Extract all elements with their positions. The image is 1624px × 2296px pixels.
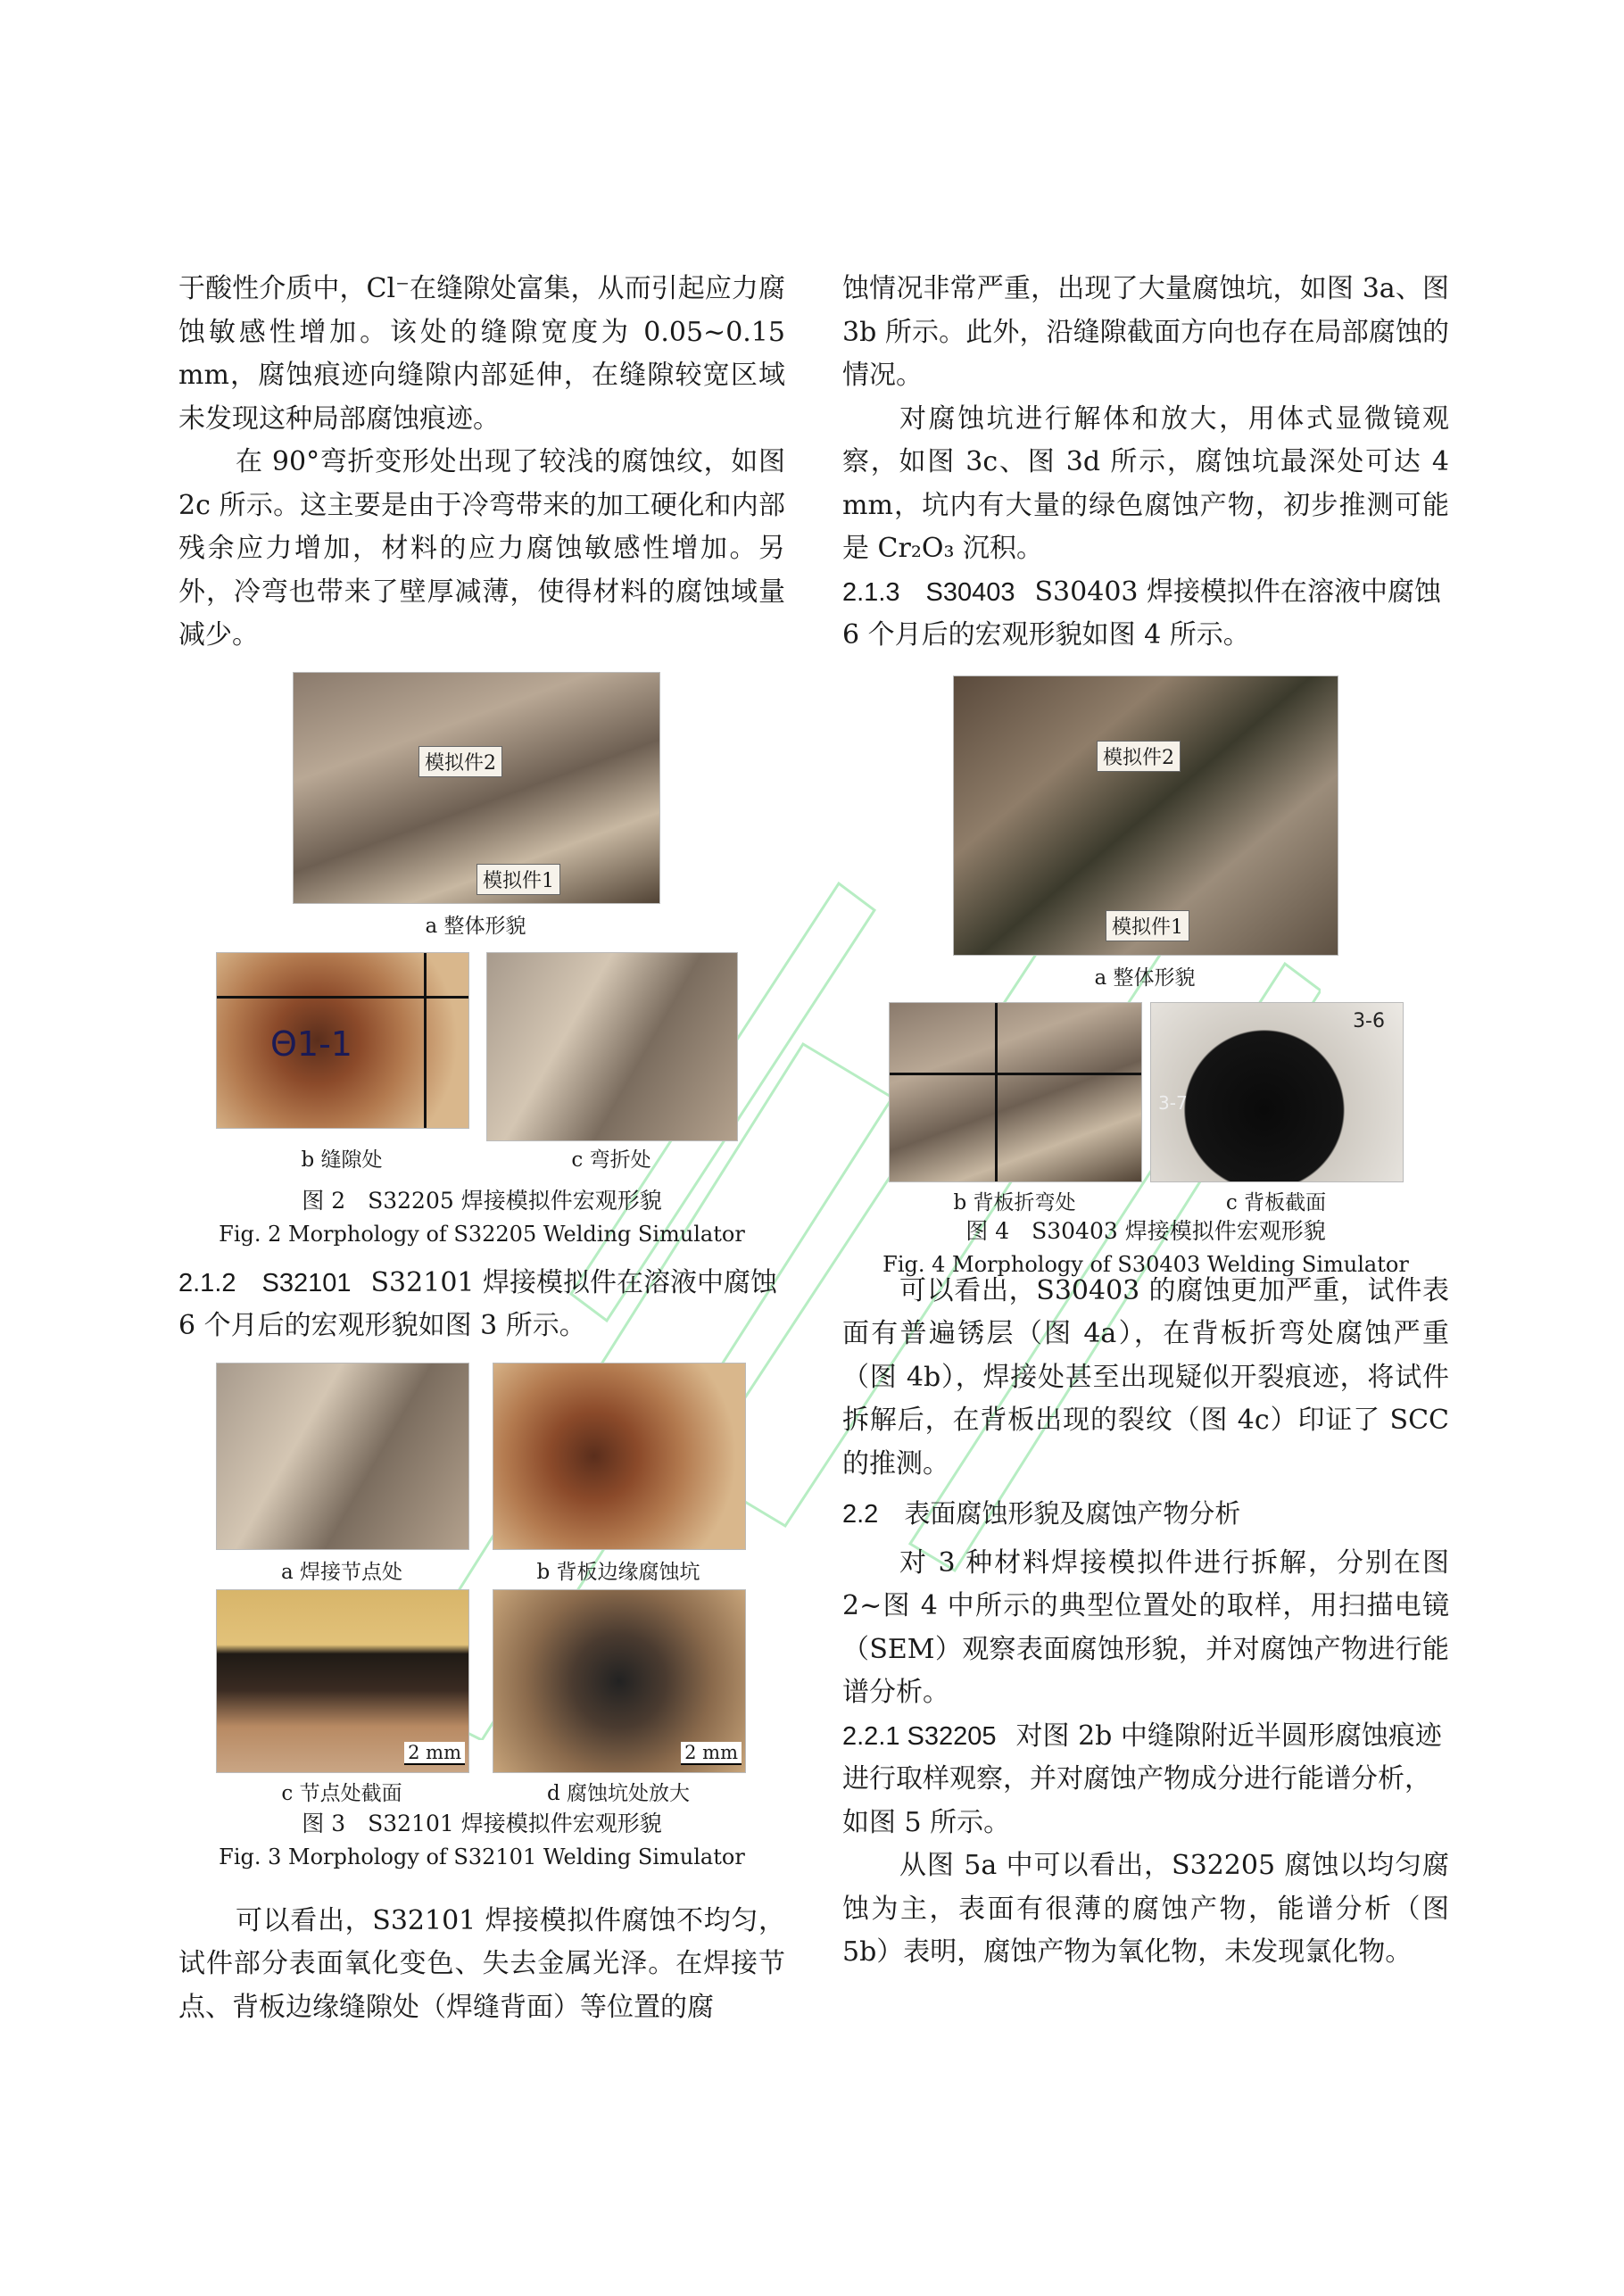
paragraph: 可以看出，S30403 的腐蚀更加严重，试件表面有普遍锈层（图 4a），在背板折弯处腐蚀严重（图 4b），焊接处甚至出现疑似开裂痕迹，将试件拆解后，在背板出现的裂纹（图 4c）印证了 SCC 的推测。: [842, 1274, 1449, 1480]
paragraph: 于酸性介质中，Cl⁻在缝隙处富集，从而引起应力腐蚀敏感性增加。该处的缝隙宽度为 0.05~0.15 mm，腐蚀痕迹向缝隙内部延伸，在缝隙较宽区域未发现这种局部腐蚀痕迹。: [178, 273, 785, 435]
section-number: 2.2.1 S32205: [842, 1721, 997, 1751]
subcaption-fig3c: c 节点处截面: [281, 1781, 402, 1805]
section-number: 2.1.2 S32101: [178, 1268, 352, 1297]
paragraph: 可以看出，S32101 焊接模拟件腐蚀不均匀，试件部分表面氧化变色、失去金属光泽。在焊接节点、背板边缘缝隙处（焊缝背面）等位置的腐: [178, 1904, 785, 2023]
callout-simulator-2: 模拟件2: [1097, 741, 1181, 772]
photo-fig3b: [493, 1363, 746, 1550]
photo-fig3c: [216, 1589, 469, 1773]
paragraph: 蚀情况非常严重，出现了大量腐蚀坑，如图 3a、图 3b 所示。此外，沿缝隙截面方向也存在局部腐蚀的情况。: [842, 273, 1449, 391]
photo-fig4b: [889, 1002, 1142, 1182]
scale-bar: 2 mm: [404, 1742, 465, 1765]
callout-simulator-1: 模拟件1: [1106, 910, 1189, 941]
photo-fig2c: [486, 952, 738, 1141]
figure-caption-cn: 图 2 S32205 焊接模拟件宏观形貌: [302, 1187, 662, 1214]
specimen-marking: 3-7: [1158, 1091, 1188, 1114]
subcaption-fig3d: d 腐蚀坑处放大: [546, 1781, 691, 1805]
figure-2: [178, 667, 785, 1247]
subcaption-fig2b: b 缝隙处: [301, 1148, 383, 1172]
section-heading-2-1-3: [842, 571, 1449, 658]
photo-fig3a: [216, 1363, 469, 1550]
section-text: S32101 焊接模拟件在溶液中腐蚀 6 个月后的宏观形貌如图 3 所示。: [178, 1266, 778, 1341]
subcaption-fig3b: b 背板边缘腐蚀坑: [536, 1560, 700, 1584]
figure-caption-en: Fig. 3 Morphology of S32101 Welding Simulator: [219, 1844, 745, 1869]
section-heading-2-2-1: [842, 1715, 1449, 1845]
figure-caption-cn: 图 4 S30403 焊接模拟件宏观形貌: [965, 1217, 1326, 1244]
section-text: 对图 2b 中缝隙附近半圆形腐蚀痕迹进行取样观察，并对腐蚀产物成分进行能谱分析，如图 5 所示。: [842, 1720, 1442, 1838]
photo-fig2a: [293, 672, 660, 904]
subcaption-fig4c: c 背板截面: [1225, 1190, 1327, 1214]
subcaption-fig4b: b 背板折弯处: [953, 1190, 1076, 1214]
paragraph: 对腐蚀坑进行解体和放大，用体式显微镜观察，如图 3c、图 3d 所示，腐蚀坑最深处可达 4 mm，坑内有大量的绿色腐蚀产物，初步推测可能是 Cr₂O₃ 沉积。: [842, 402, 1449, 564]
callout-simulator-1: 模拟件1: [476, 864, 560, 895]
subcaption-fig3a: a 焊接节点处: [280, 1560, 403, 1584]
photo-fig2b: [216, 952, 469, 1129]
photo-fig4c: [1150, 1002, 1404, 1182]
figure-3: [178, 1357, 785, 1869]
left-column: [178, 268, 785, 2029]
paragraph: 在 90°弯折变形处出现了较浅的腐蚀纹，如图 2c 所示。这主要是由于冷弯带来的加工硬化和内部残余应力增加，材料的应力腐蚀敏感性增加。另外，冷弯也带来了壁厚减薄，使得材料的腐蚀域量减少。: [178, 446, 785, 651]
photo-fig4a: [953, 676, 1338, 956]
subcaption-fig2a: a 整体形貌: [425, 914, 526, 938]
section-number: 2.1.3 S30403: [842, 577, 1015, 607]
right-column: [842, 268, 1449, 1975]
paragraph: 从图 5a 中可以看出，S32205 腐蚀以均匀腐蚀为主，表面有很薄的腐蚀产物，能谱分析（图 5b）表明，腐蚀产物为氧化物，未发现氯化物。: [842, 1850, 1449, 1968]
section-heading-2-2: 2.2 表面腐蚀形貌及腐蚀产物分析: [842, 1500, 1241, 1529]
scale-bar: 2 mm: [681, 1742, 742, 1765]
figure-caption-en: Fig. 2 Morphology of S32205 Welding Simulator: [219, 1221, 745, 1247]
specimen-marking: 3-6: [1353, 1009, 1385, 1032]
subcaption-fig2c: c 弯折处: [571, 1148, 651, 1172]
figure-caption-en: Fig. 4 Morphology of S30403 Welding Simulator: [882, 1251, 1409, 1277]
section-heading-2-1-2: [178, 1262, 785, 1348]
paragraph: 对 3 种材料焊接模拟件进行拆解，分别在图 2~图 4 中所示的典型位置处的取样，用扫描电镜（SEM）观察表面腐蚀形貌，并对腐蚀产物进行能谱分析。: [842, 1546, 1449, 1708]
figure-4: [842, 667, 1449, 1277]
subcaption-fig4a: a 整体形貌: [1094, 966, 1196, 990]
figure-caption-cn: 图 3 S32101 焊接模拟件宏观形貌: [302, 1810, 662, 1836]
section-text: S30403 焊接模拟件在溶液中腐蚀 6 个月后的宏观形貌如图 4 所示。: [842, 576, 1442, 651]
specimen-marking: Θ1-1: [270, 1024, 352, 1064]
callout-simulator-2: 模拟件2: [418, 746, 502, 777]
photo-fig3d: [493, 1589, 746, 1773]
